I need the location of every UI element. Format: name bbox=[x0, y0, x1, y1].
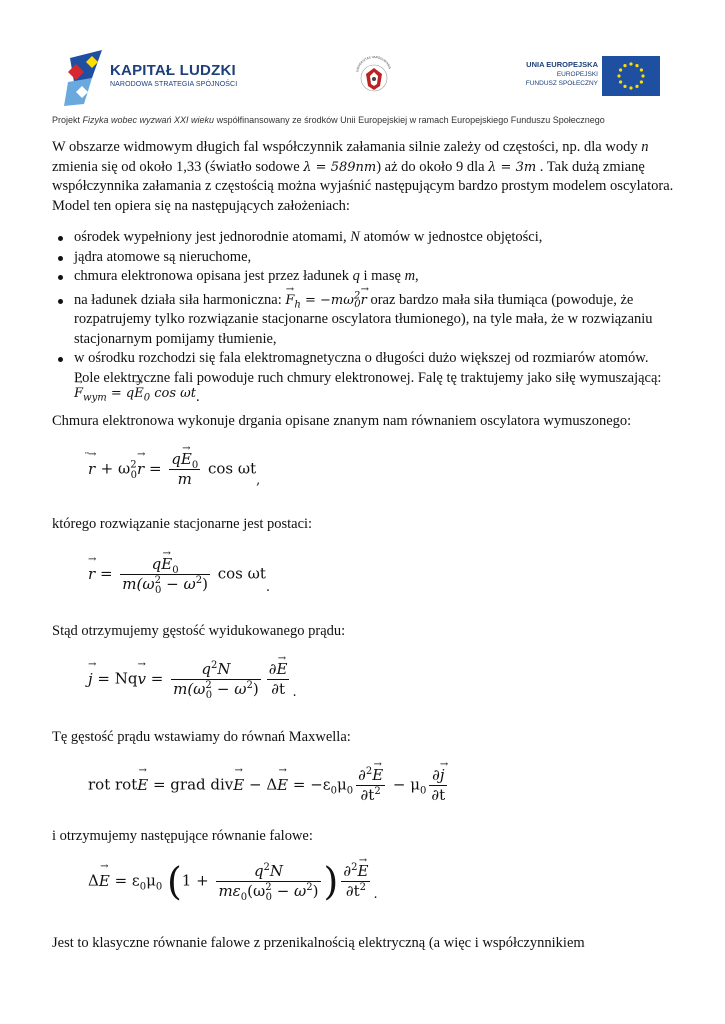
intro-text-2: zmienia się od około 1,33 (światło sodowe bbox=[52, 158, 304, 175]
eq2-cos: cos ωt bbox=[212, 564, 266, 583]
eq4-second-derivative: $\frac{\partial^2E \to}{\partial t^2}$ bbox=[356, 766, 385, 805]
university-seal-icon bbox=[352, 52, 396, 104]
paragraph-wave: i otrzymujemy następujące równanie falowe: bbox=[52, 828, 313, 844]
eq5-second-derivative: $\frac{\partial^2E \to}{\partial t^2}$ bbox=[341, 862, 370, 901]
eq3-eq: = Nq bbox=[92, 669, 138, 688]
eu-line-2: EUROPEJSKI bbox=[556, 71, 598, 78]
bullet-3-mid: i masę bbox=[359, 268, 405, 284]
bullet-1-rest: atomów w jednostce objętości, bbox=[359, 229, 543, 245]
eq2-eq: = bbox=[95, 564, 118, 583]
eq3-den-c: ) bbox=[252, 680, 259, 698]
bullet-4-text: na ładunek działa siła harmoniczna: bbox=[74, 291, 286, 308]
eq3-numN: N bbox=[217, 660, 231, 678]
eq5-num: q bbox=[253, 862, 264, 880]
logo-subtitle: NARODOWA STRATEGIA SPÓJNOŚCI bbox=[110, 81, 238, 88]
eu-line-1: UNIA EUROPEJSKA bbox=[526, 60, 598, 69]
bullet-2-text: jądra atomowe są nieruchome, bbox=[74, 248, 252, 265]
paragraph-oscillator: Chmura elektronowa wykonuje drgania opisane znanym nam równaniem oscylatora wymuszonego: bbox=[52, 413, 632, 429]
equation-wave: ΔE → = $\varepsilon_0\mu_0$ (1 + $\frac{q^2N}{m\varepsilon_0(\omega^2_0 - \omega^2)}$ ) $\frac{\partial^2E \to}{\partial t^2}$ . bbox=[88, 862, 378, 901]
paragraph-maxwell: Tę gęstość prądu wstawiamy do równań Maxwella: bbox=[52, 729, 351, 745]
eq5-den-c: − ω bbox=[271, 882, 307, 900]
eq2-num: q bbox=[151, 555, 162, 573]
eq3-fraction: $\frac{q^2N}{m(\omega^2_0 - \omega^2)}$ bbox=[173, 660, 259, 701]
eq3-tail: . bbox=[292, 684, 297, 700]
eq5-den-d: ) bbox=[312, 882, 319, 900]
eq5-den-a: mε bbox=[218, 882, 241, 900]
forcing-rhs: = q bbox=[110, 386, 135, 401]
eq2-den-a: m(ω bbox=[122, 575, 155, 593]
intro-text-3: ) aż do około 9 dla bbox=[376, 158, 489, 175]
harmonic-force-formula: $F \to_h = -m\omega^2_0r$ → bbox=[285, 293, 366, 308]
eq1-cos: cos ωt bbox=[203, 459, 257, 478]
eq4-minus2: − μ bbox=[388, 775, 421, 794]
eq4-mu: μ bbox=[336, 775, 347, 794]
forcing-formula: $F \to_{wym}$ = qE $\to_0$ cos ωt bbox=[74, 386, 196, 401]
eq2-tail: . bbox=[265, 579, 270, 595]
eq5-tail: . bbox=[373, 886, 378, 902]
eq4-minus: − Δ bbox=[244, 775, 278, 794]
page-header bbox=[0, 0, 725, 135]
eq3-eq2: = bbox=[145, 669, 169, 688]
eq1-tail: , bbox=[256, 472, 261, 488]
bullet-1-text: ośrodek wypełniony jest jednorodnie atomami, bbox=[74, 229, 351, 245]
equation-solution: r → = $\frac{qE \to_0}{m(\omega^2_0 - \omega^2)}$ cos ωt. bbox=[88, 555, 270, 594]
bullet-5-text: w ośrodku rozchodzi się fala elektromagnetyczna o długości dużo większej od rozmiarów atomów. Pole elektryczne fali powoduje ruch chmury elektronowej. Falę tę traktujemy jako siłę wymuszającą: bbox=[74, 350, 662, 386]
eq1-eq: = bbox=[144, 459, 167, 478]
eq4-eq: = grad div bbox=[148, 775, 234, 794]
kapital-ludzki-logo bbox=[62, 48, 252, 108]
eq3-den-b: − ω bbox=[212, 680, 247, 698]
paragraph-solution: którego rozwiązanie stacjonarne jest postaci: bbox=[52, 516, 313, 532]
eq4-d2den: ∂t bbox=[360, 786, 375, 804]
paragraph-closing: Jest to klasyczne równanie falowe z przenikalnością elektryczną (a więc i współczynnikiem bbox=[52, 935, 585, 951]
eq1-fraction: $\frac{qE \to_0}{m}$ bbox=[169, 450, 200, 489]
lambda-3m: λ = 3m bbox=[488, 159, 537, 175]
list-item bbox=[52, 248, 674, 268]
eq5-one: 1 + bbox=[181, 871, 214, 890]
eq5-d2den: ∂t bbox=[345, 882, 360, 900]
project-title: Fizyka wobec wyzwań XXI wieku bbox=[82, 115, 215, 125]
forcing-cos: cos ωt bbox=[154, 386, 196, 401]
bullet-5-end: . bbox=[196, 389, 200, 405]
eu-flag-icon bbox=[602, 56, 660, 96]
list-item bbox=[52, 228, 674, 248]
eq3-dnum: ∂ bbox=[268, 660, 277, 678]
eq1-den: m bbox=[177, 470, 192, 488]
intro-text-1: W obszarze widmowym długich fal współczynnik załamania silnie zależy od częstości, np. dla wody bbox=[52, 139, 642, 155]
logo-title: KAPITAŁ LUDZKI bbox=[110, 62, 236, 79]
eq5-eq: = ε bbox=[109, 871, 140, 890]
eq5-den-b: (ω bbox=[247, 882, 266, 900]
eu-logo bbox=[520, 56, 660, 96]
eq4-rot: rot rot bbox=[88, 775, 138, 794]
project-prefix: Projekt bbox=[52, 115, 83, 125]
paragraph-current: Stąd otrzymujemy gęstość wyidukowanego prądu: bbox=[52, 623, 346, 639]
eq2-den-c: ) bbox=[202, 575, 208, 593]
equation-oscillator: $r \to^¨+ \omega^2_0r$ → = $\frac{qE \to_0}{m}$ cos ωt, bbox=[88, 450, 260, 489]
eq2-fraction: $\frac{qE \to_0}{m(\omega^2_0 - \omega^2)}$ bbox=[120, 555, 210, 594]
bullet-3-m: m bbox=[404, 268, 416, 284]
project-line bbox=[52, 115, 672, 125]
eq3-dden: ∂t bbox=[271, 680, 285, 698]
kapital-ludzki-emblem-icon bbox=[62, 48, 108, 108]
bullet-3-text: chmura elektronowa opisana jest przez ładunek bbox=[74, 268, 353, 284]
eq4-derivative: $\frac{\partial j \to}{\partial t}$ bbox=[429, 766, 447, 805]
eq5-lhs: Δ bbox=[88, 871, 99, 890]
eu-line-3: FUNDUSZ SPOŁECZNY bbox=[525, 80, 598, 87]
eq5-numN: N bbox=[269, 862, 284, 880]
list-item bbox=[52, 349, 674, 408]
bullet-4-rest: oraz bardzo mała siła tłumiąca (powoduje, że rozpatrujemy tylko rozwiązanie stacjonarne oscylatora tłumionego), na tyle mała, że w rozwiązaniu stacjonarnym pomijamy tłumienie, bbox=[74, 291, 653, 347]
intro-n: n bbox=[641, 139, 649, 155]
eq4-dden: ∂t bbox=[431, 786, 446, 804]
eq1-num: q bbox=[171, 450, 181, 468]
eq4-d2num: ∂ bbox=[358, 766, 366, 784]
eq3-num: q bbox=[201, 660, 211, 678]
intro-text-4: . Tak dużą zmianę współczynnika załamania z częstością można wyjaśnić następującym bardzo prostym modelem oscylatora. Model ten opiera się na następujących założeniach: bbox=[52, 158, 674, 214]
intro-paragraph bbox=[52, 138, 674, 216]
bullet-1-N: N bbox=[350, 229, 360, 245]
eq4-dnum: ∂ bbox=[432, 766, 440, 784]
equation-current: j → = Nqv → = $\frac{q^2N}{m(\omega^2_0 - \omega^2)}$ $\frac{\partial E \to}{\partial t}$ . bbox=[88, 660, 297, 699]
eq4-eq2: = −ε bbox=[288, 775, 331, 794]
eq5-fraction: $\frac{q^2N}{m\varepsilon_0(\omega^2_0 - \omega^2)}$ bbox=[218, 862, 319, 903]
eu-text bbox=[526, 60, 598, 88]
seal-text: UNIVERSITAS VARSOVIENSIS bbox=[355, 54, 393, 73]
main-content bbox=[52, 138, 674, 408]
lambda-sodium: λ = 589nm bbox=[303, 159, 377, 175]
list-item bbox=[52, 291, 674, 350]
eq1-lhs: + ω bbox=[100, 459, 131, 478]
bullet-3-q: q bbox=[352, 268, 360, 284]
assumptions-list bbox=[52, 228, 674, 408]
project-suffix: współfinansowany ze środków Unii Europejskiej w ramach Europejskiego Funduszu Społecznego bbox=[214, 115, 605, 125]
eq5-d2num: ∂ bbox=[343, 862, 352, 880]
bullet-3-end: , bbox=[415, 268, 419, 284]
eq2-den-b: − ω bbox=[161, 575, 196, 593]
eq3-den-a: m(ω bbox=[173, 680, 206, 698]
harmonic-force-rhs: = −mω bbox=[305, 292, 354, 308]
eq5-mu: μ bbox=[146, 871, 156, 890]
equation-maxwell: rot rotE → = grad divE → − ΔE → = $-\varepsilon_0\mu_0$ $\frac{\partial^2E \to}{\partial t^2}$ − $\mu_0$ $\frac{\partial j \to}{\partial t}$ bbox=[88, 766, 450, 805]
eq3-derivative: $\frac{\partial E \to}{\partial t}$ bbox=[267, 660, 290, 699]
